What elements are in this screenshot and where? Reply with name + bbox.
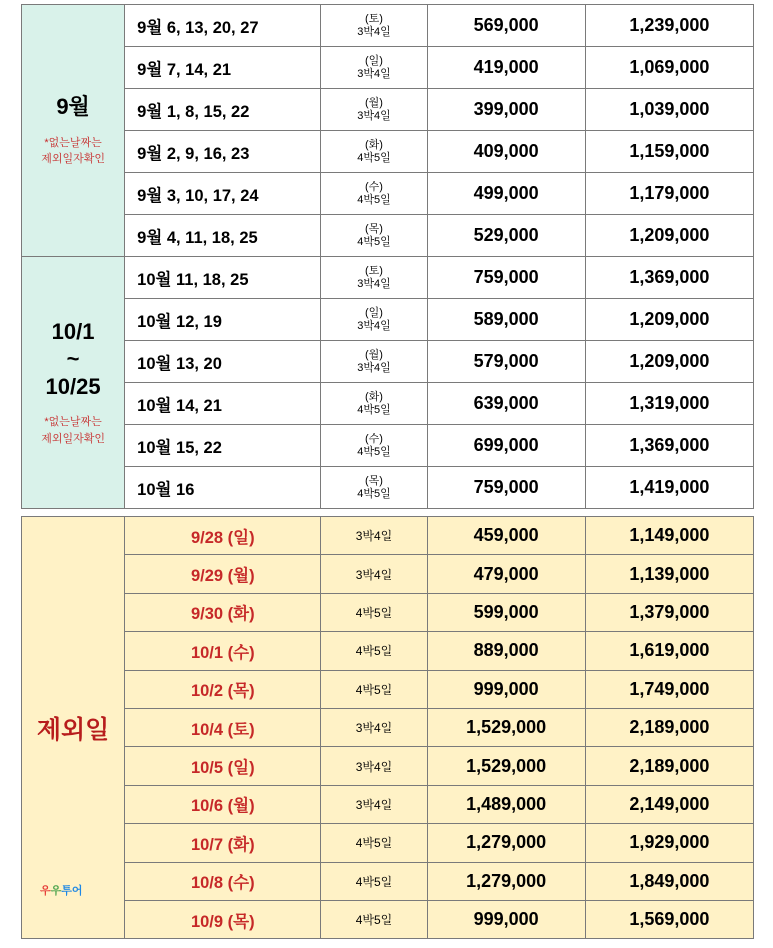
weekday: (일)	[365, 55, 383, 68]
duration: 4박5일	[321, 862, 427, 900]
excluded-date: 10/8 (수)	[125, 862, 321, 900]
departure-dates: 10월 14, 21	[125, 383, 321, 425]
duration: 3박4일	[321, 517, 427, 555]
duration: 4박5일	[357, 151, 391, 164]
duration: 3박4일	[357, 361, 391, 374]
price-basic: 479,000	[427, 555, 585, 593]
month-title-line: ~	[66, 346, 80, 372]
day-duration-cell	[321, 257, 427, 299]
table-row	[22, 862, 754, 900]
price-premium: 1,929,000	[585, 824, 753, 862]
departure-dates: 9월 4, 11, 18, 25	[125, 215, 321, 257]
excluded-date: 9/28 (일)	[125, 517, 321, 555]
day-duration-cell	[321, 341, 427, 383]
price-basic: 1,529,000	[427, 747, 585, 785]
month-title-line: 10/25	[45, 373, 101, 399]
price-premium: 1,209,000	[585, 341, 753, 383]
excluded-date: 10/1 (수)	[125, 632, 321, 670]
table-row	[22, 708, 754, 746]
logo-char: 투어	[61, 885, 83, 897]
table-row	[22, 467, 754, 509]
price-basic: 589,000	[427, 299, 585, 341]
price-basic: 999,000	[427, 670, 585, 708]
day-duration-cell	[321, 425, 427, 467]
price-basic: 459,000	[427, 517, 585, 555]
duration: 3박4일	[321, 747, 427, 785]
day-duration-cell	[321, 299, 427, 341]
table-row	[22, 89, 754, 131]
duration: 3박4일	[357, 25, 391, 38]
table-row	[22, 215, 754, 257]
table-row	[22, 632, 754, 670]
weekday: (화)	[365, 139, 383, 152]
duration: 4박5일	[357, 235, 391, 248]
excluded-date: 10/4 (토)	[125, 708, 321, 746]
duration: 4박5일	[357, 445, 391, 458]
departure-dates: 10월 11, 18, 25	[125, 257, 321, 299]
table-row	[22, 555, 754, 593]
note-line: 제외일자확인	[41, 153, 105, 166]
price-premium: 1,379,000	[585, 593, 753, 631]
price-basic: 399,000	[427, 89, 585, 131]
price-premium: 1,239,000	[585, 5, 753, 47]
price-basic: 499,000	[427, 173, 585, 215]
price-basic: 419,000	[427, 47, 585, 89]
price-basic: 759,000	[427, 467, 585, 509]
departure-dates: 9월 6, 13, 20, 27	[125, 5, 321, 47]
price-premium: 2,189,000	[585, 708, 753, 746]
exclusion-note	[22, 135, 124, 168]
table-row	[22, 5, 754, 47]
duration: 4박5일	[321, 593, 427, 631]
duration: 4박5일	[321, 900, 427, 938]
price-premium: 1,039,000	[585, 89, 753, 131]
departure-dates: 9월 3, 10, 17, 24	[125, 173, 321, 215]
table-row	[22, 257, 754, 299]
price-basic: 529,000	[427, 215, 585, 257]
table-row	[22, 747, 754, 785]
table-row	[22, 131, 754, 173]
table-row	[22, 670, 754, 708]
month-group-cell	[22, 257, 125, 509]
duration: 3박4일	[321, 785, 427, 823]
day-duration-cell	[321, 5, 427, 47]
excluded-date: 10/7 (화)	[125, 824, 321, 862]
duration: 3박4일	[357, 109, 391, 122]
price-premium: 1,179,000	[585, 173, 753, 215]
departure-dates: 9월 1, 8, 15, 22	[125, 89, 321, 131]
table-row	[22, 341, 754, 383]
price-premium: 1,209,000	[585, 299, 753, 341]
day-duration-cell	[321, 467, 427, 509]
table-row	[22, 517, 754, 555]
weekday: (수)	[365, 181, 383, 194]
excluded-date: 9/29 (월)	[125, 555, 321, 593]
price-table-regular	[21, 4, 754, 509]
excluded-date: 10/2 (목)	[125, 670, 321, 708]
excluded-date: 9/30 (화)	[125, 593, 321, 631]
duration: 4박5일	[357, 403, 391, 416]
duration: 4박5일	[321, 632, 427, 670]
note-line: *없는날짜는	[44, 416, 102, 429]
weekday: (화)	[365, 391, 383, 404]
price-basic: 569,000	[427, 5, 585, 47]
duration: 3박4일	[357, 319, 391, 332]
price-basic: 759,000	[427, 257, 585, 299]
price-premium: 1,149,000	[585, 517, 753, 555]
duration: 3박4일	[357, 277, 391, 290]
price-basic: 579,000	[427, 341, 585, 383]
month-title-line: 9월	[56, 94, 90, 120]
duration: 4박5일	[321, 824, 427, 862]
weekday: (수)	[365, 433, 383, 446]
excluded-date: 10/9 (목)	[125, 900, 321, 938]
departure-dates: 10월 16	[125, 467, 321, 509]
table-row	[22, 785, 754, 823]
price-basic: 1,279,000	[427, 862, 585, 900]
table-row	[22, 425, 754, 467]
duration: 3박4일	[357, 67, 391, 80]
day-duration-cell	[321, 131, 427, 173]
price-table-excluded	[21, 516, 754, 939]
note-line: 제외일자확인	[41, 432, 105, 445]
departure-dates: 10월 12, 19	[125, 299, 321, 341]
day-duration-cell	[321, 173, 427, 215]
note-line: *없는날짜는	[44, 136, 102, 149]
price-premium: 1,319,000	[585, 383, 753, 425]
excluded-date: 10/5 (일)	[125, 747, 321, 785]
excluded-title: 제외일	[36, 715, 110, 744]
price-premium: 1,139,000	[585, 555, 753, 593]
month-title	[22, 318, 124, 401]
duration: 3박4일	[321, 555, 427, 593]
price-basic: 1,279,000	[427, 824, 585, 862]
weekday: (목)	[365, 475, 383, 488]
price-premium: 2,149,000	[585, 785, 753, 823]
weekday: (월)	[365, 97, 383, 110]
excluded-group-cell	[22, 517, 125, 939]
price-basic: 699,000	[427, 425, 585, 467]
price-premium: 2,189,000	[585, 747, 753, 785]
price-basic: 1,529,000	[427, 708, 585, 746]
table-row	[22, 47, 754, 89]
price-basic: 639,000	[427, 383, 585, 425]
logo-char: 우	[40, 885, 51, 897]
departure-dates: 10월 15, 22	[125, 425, 321, 467]
weekday: (일)	[365, 307, 383, 320]
weekday: (토)	[365, 265, 383, 278]
price-premium: 1,419,000	[585, 467, 753, 509]
departure-dates: 9월 7, 14, 21	[125, 47, 321, 89]
price-premium: 1,569,000	[585, 900, 753, 938]
price-premium: 1,369,000	[585, 425, 753, 467]
table-row	[22, 593, 754, 631]
table-row	[22, 824, 754, 862]
price-premium: 1,619,000	[585, 632, 753, 670]
day-duration-cell	[321, 383, 427, 425]
duration: 4박5일	[357, 487, 391, 500]
month-title-line: 10/1	[51, 318, 95, 344]
weekday: (토)	[365, 13, 383, 26]
table-row	[22, 299, 754, 341]
table-row	[22, 173, 754, 215]
price-basic: 1,489,000	[427, 785, 585, 823]
weekday: (목)	[365, 223, 383, 236]
day-duration-cell	[321, 215, 427, 257]
day-duration-cell	[321, 89, 427, 131]
logo-char: 우	[50, 885, 62, 897]
price-basic: 889,000	[427, 632, 585, 670]
month-title	[22, 93, 124, 121]
table-row	[22, 900, 754, 938]
month-group-cell	[22, 5, 125, 257]
price-premium: 1,369,000	[585, 257, 753, 299]
duration: 4박5일	[357, 193, 391, 206]
day-duration-cell	[321, 47, 427, 89]
exclusion-note	[22, 414, 124, 447]
price-basic: 599,000	[427, 593, 585, 631]
excluded-date: 10/6 (월)	[125, 785, 321, 823]
brand-logo	[40, 880, 104, 900]
price-basic: 999,000	[427, 900, 585, 938]
price-basic: 409,000	[427, 131, 585, 173]
price-premium: 1,749,000	[585, 670, 753, 708]
duration: 3박4일	[321, 708, 427, 746]
departure-dates: 9월 2, 9, 16, 23	[125, 131, 321, 173]
price-premium: 1,849,000	[585, 862, 753, 900]
price-premium: 1,069,000	[585, 47, 753, 89]
price-premium: 1,159,000	[585, 131, 753, 173]
weekday: (월)	[365, 349, 383, 362]
departure-dates: 10월 13, 20	[125, 341, 321, 383]
price-premium: 1,209,000	[585, 215, 753, 257]
table-row	[22, 383, 754, 425]
duration: 4박5일	[321, 670, 427, 708]
